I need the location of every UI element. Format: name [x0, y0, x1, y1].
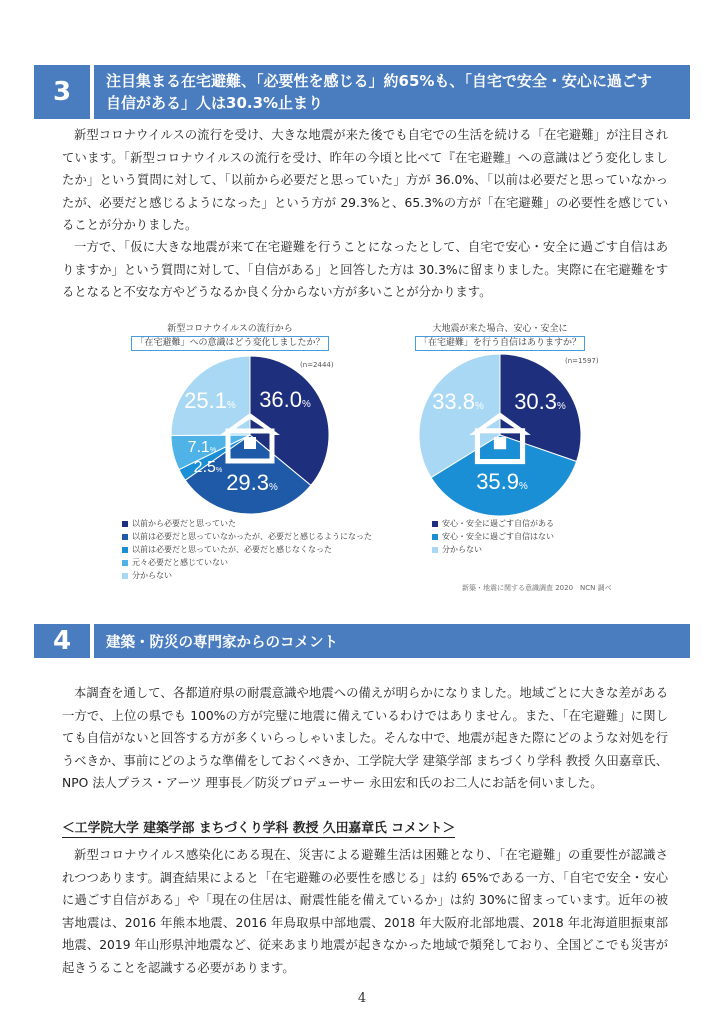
section-4-subheading: ＜工学院大学 建築学部 まちづくり学科 教授 久田嘉章氏 コメント＞	[62, 817, 455, 838]
chart-1-value-label-4: 25.1%	[184, 388, 236, 413]
chart-1-value-label-2: 2.5%	[193, 459, 223, 476]
chart-2-legend-swatch	[432, 521, 438, 527]
section-3-header	[34, 65, 690, 119]
chart-1-value-label-1: 29.3%	[226, 470, 278, 495]
chart-2-legend-swatch	[432, 547, 438, 553]
section-4-paragraph-1: 本調査を通して、各都道府県の耐震意識や地震への備えが明らかになりました。地域ごとに大きな差がある一方で、上位の県でも 100%の方が完璧に地震に備えているわけではありません。また、「在宅避難」に関しても自信がないと回答する方が多くいらっしゃいました。そんな中で、地震が起きた際にどのような対処を行うべきか、事前にどのような準備をしておくべきか、工学院大学 建築学部 まちづくり学科 教授 久田嘉章氏、NPO 法人プラス・アーツ 理事長／防災プロデューサー 永田宏和氏のお二人にお話を伺いました。	[62, 686, 668, 791]
chart-1-legend-swatch	[122, 521, 128, 527]
chart-1-legend-item	[122, 570, 372, 581]
chart-1-legend-swatch	[122, 560, 128, 566]
chart-1-value-label-0: 36.0%	[259, 387, 311, 412]
chart-source-note: 新築・地震に関する意識調査 2020 NCN 調べ	[462, 584, 612, 592]
chart-2-legend-swatch	[432, 534, 438, 540]
chart-2-title-line1: 大地震が来た場合、安心・安全に	[432, 324, 568, 334]
chart-1-n-label: (n=2444)	[300, 361, 334, 369]
chart-2-value-label-0: 30.3%	[514, 389, 566, 414]
section-3-title	[94, 65, 690, 119]
section-3-paragraph-2: 一方で、「仮に大きな地震が来て在宅避難を行うことになったとして、自宅で安心・安全に過ごす自信はありますか」という質問に対して、「自信がある」と回答した方は 30.3%に留まりました。実際に在宅避難をするとなると不安な方やどうなるか良く分からない方が多いことが分かります。	[62, 240, 668, 300]
section-4-title: 建築・防災の専門家からのコメント	[94, 624, 690, 658]
chart-1-title-line1: 新型コロナウイルスの流行から	[167, 324, 293, 334]
chart-1-legend-item	[122, 531, 372, 542]
chart-1-title-line2: 「在宅避難」への意識はどう変化しましたか？	[131, 336, 328, 351]
chart-1-legend-item	[122, 518, 372, 529]
chart-2-legend-item	[432, 518, 554, 529]
chart-2-legend-label: 分からない	[442, 545, 482, 554]
chart-2-value-label-1: 35.9%	[476, 469, 528, 494]
chart-1-legend-swatch	[122, 534, 128, 540]
page-number: 4	[357, 991, 367, 1006]
section-3-number: 3	[34, 65, 90, 119]
chart-1-legend-label: 以前から必要だと思っていた	[132, 519, 236, 528]
chart-1-legend-label: 元々必要だと感じていない	[132, 558, 228, 567]
section-3-title-line1: 注目集まる在宅避難、「必要性を感じる」約65%も、「自宅で安全・安心に過ごす	[106, 72, 652, 90]
section-4-paragraph-2: 新型コロナウイルス感染化にある現在、災害による避難生活は困難となり、「在宅避難」の重要性が認識されつつあります。調査結果によると「在宅避難の必要性を感じる」は約 65%である一方、「自宅で安全・安心に過ごす自信がある」や「現在の住居は、耐震性能を備えているか」は約 30%に留まっています。近年の被害地震は、2016 年熊本地震、2016 年鳥取県中部地震、2018 年大阪府北部地震、2018 年北海道胆振東部地震、2019 年山形県沖地震など、従来あまり地震が起きなかった地域で頻発しており、全国どこでも災害が起きうることを認識する必要があります。	[62, 848, 668, 975]
chart-2-value-label-2: 33.8%	[432, 389, 484, 414]
chart-1-legend-swatch	[122, 573, 128, 579]
chart-2-legend-label: 安心・安全に過ごす自信はない	[442, 532, 554, 541]
chart-1-legend-item	[122, 557, 372, 568]
section-4-number: 4	[34, 624, 90, 658]
chart-1-legend-item	[122, 544, 372, 555]
chart-1-legend-label: 以前は必要だと思っていなかったが、必要だと感じるようになった	[132, 532, 372, 541]
chart-2-n-label: (n=1597)	[565, 357, 599, 365]
chart-1-legend	[122, 518, 372, 583]
chart-1-legend-label: 分からない	[132, 571, 172, 580]
section-4-header	[34, 624, 690, 658]
chart-2-legend-label: 安心・安全に過ごす自信がある	[442, 519, 554, 528]
section-3-paragraph-1: 新型コロナウイルスの流行を受け、大きな地震が来た後でも自宅での生活を続ける「在宅避難」が注目されています。「新型コロナウイルスの流行を受け、昨年の今頃と比べて『在宅避難』への意識はどう変化しましたか」という質問に対して、「以前から必要だと思っていた」方が 36.0%、「以前は必要だと思っていなかったが、必要だと感じるようになった」という方が 29.3%と、65.3%の方が「在宅避難」の必要性を感じていることが分かりました。	[62, 128, 668, 233]
chart-2-pie	[418, 353, 582, 517]
chart-2-legend-item	[432, 531, 554, 542]
section-3-title-line2: 自信がある」人は30.3%止まり	[106, 94, 324, 112]
chart-1-pie	[170, 355, 330, 515]
chart-1-legend-label: 以前は必要だと思っていたが、必要だと感じなくなった	[132, 545, 332, 554]
chart-2-legend-item	[432, 544, 554, 555]
chart-1-legend-swatch	[122, 547, 128, 553]
chart-1-title	[120, 323, 340, 351]
chart-1-value-label-3: 7.1%	[187, 439, 217, 456]
chart-2-legend	[432, 518, 554, 557]
chart-2-title-line2: 「在宅避難」を行う自信はありますか？	[415, 336, 585, 351]
chart-2-title	[390, 323, 610, 351]
